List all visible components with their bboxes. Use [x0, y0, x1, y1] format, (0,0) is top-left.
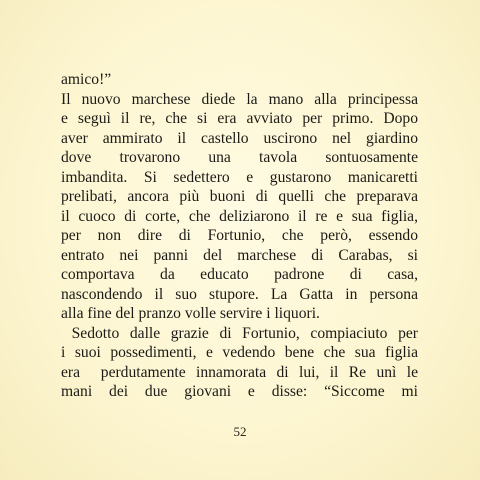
text-line: dove trovarono una tavola sontuosamente [61, 149, 418, 166]
text-line: amico!” [61, 71, 112, 88]
text-line: per non dire di Fortunio, che però, essendo [61, 227, 418, 244]
page-number: 52 [233, 424, 247, 439]
text-line: comportava da educato padrone di casa, [61, 266, 418, 283]
text-line: mani dei due giovani e disse: “Siccome mi [61, 383, 418, 400]
text-line: i suoi possedimenti, e vedendo bene che sua figlia [61, 344, 418, 361]
text-line: Il nuovo marchese diede la mano alla principessa [61, 90, 418, 108]
text-line: Sedotto dalle grazie di Fortunio, compiaciuto per [61, 324, 418, 342]
text-line: entrato nei panni del marchese di Carabas, si [61, 246, 418, 264]
text-line: imbandita. Si sedettero e gustarono manicaretti [61, 168, 418, 186]
text-line: alla fine del pranzo volle servire i liquori. [61, 305, 320, 322]
body-text [61, 70, 418, 402]
text-line: il cuoco di corte, che deliziarono il re e sua figlia, [61, 207, 418, 225]
text-line: aver ammirato il castello uscirono nel giardino [61, 129, 418, 147]
text-line: prelibati, ancora più buoni di quelli che preparava [61, 188, 418, 205]
text-line: era perdutamente innamorata di lui, il Re unì le [61, 363, 418, 381]
text-line: nascondendo il suo stupore. La Gatta in persona [61, 285, 418, 303]
text-line: e seguì il re, che si era avviato per primo. Dopo [61, 110, 418, 127]
